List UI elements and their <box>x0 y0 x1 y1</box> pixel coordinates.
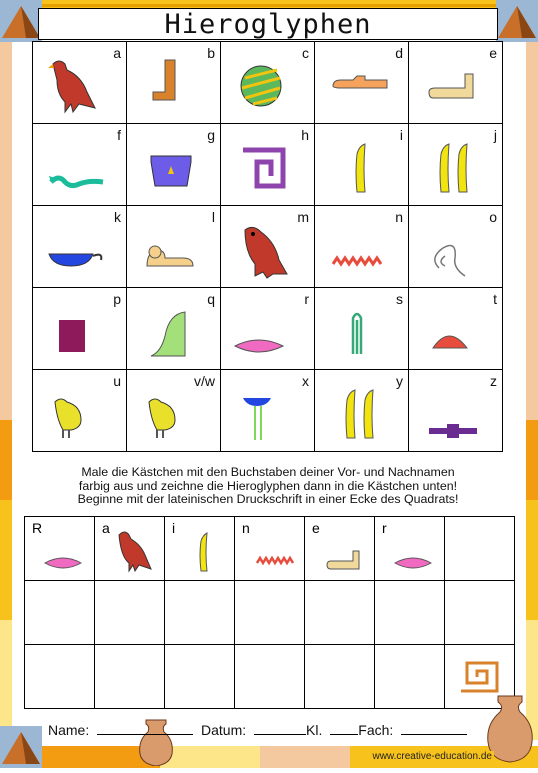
name-cell-letter: i <box>172 520 176 536</box>
name-cell[interactable] <box>305 517 375 581</box>
mouth-icon <box>393 527 441 577</box>
name-cell-letter: R <box>32 520 43 536</box>
name-cell-letter: n <box>242 520 250 536</box>
name-cell[interactable] <box>235 517 305 581</box>
bread-icon <box>421 302 485 362</box>
mouth-icon <box>43 527 91 577</box>
pyramid-icon <box>0 0 42 42</box>
glyph-letter: u <box>113 373 121 389</box>
name-cell[interactable] <box>95 517 165 581</box>
hand-icon <box>421 56 485 116</box>
glyph-letter: k <box>114 209 121 225</box>
frame-left-stripe <box>0 40 12 740</box>
glyph-cell <box>409 124 503 206</box>
glyph-letter: h <box>301 127 309 143</box>
glyph-letter: m <box>297 209 309 225</box>
glyph-letter: q <box>207 291 215 307</box>
glyph-cell <box>315 42 409 124</box>
glyph-cell <box>127 124 221 206</box>
glyph-letter: z <box>490 373 497 389</box>
basket-icon <box>139 138 203 198</box>
glyph-letter: b <box>207 45 215 61</box>
glyph-cell <box>127 370 221 452</box>
pyramid-icon <box>0 726 42 768</box>
reed-icon <box>327 138 391 198</box>
glyph-letter: y <box>396 373 403 389</box>
name-cell[interactable] <box>25 645 95 709</box>
glyph-letter: n <box>395 209 403 225</box>
glyph-cell <box>127 42 221 124</box>
glyph-cell <box>221 124 315 206</box>
glyph-cell <box>221 288 315 370</box>
glyph-cell <box>315 124 409 206</box>
name-practice-grid <box>24 516 515 709</box>
double-reed-icon <box>327 384 391 444</box>
leg-icon <box>139 56 203 116</box>
arm-icon <box>327 56 391 116</box>
name-cell[interactable] <box>375 581 445 645</box>
name-cell[interactable] <box>375 517 445 581</box>
name-cell[interactable] <box>165 517 235 581</box>
vulture-icon <box>113 527 161 577</box>
rope-icon <box>421 220 485 280</box>
name-cell[interactable] <box>445 517 515 581</box>
glyph-cell <box>409 288 503 370</box>
name-cell[interactable] <box>305 645 375 709</box>
page-title: Hieroglyphen <box>164 8 372 40</box>
glyph-letter: d <box>395 45 403 61</box>
frame-right-stripe <box>526 40 538 740</box>
placenta-icon <box>233 56 297 116</box>
glyph-letter: f <box>117 127 121 143</box>
name-cell[interactable] <box>235 581 305 645</box>
hieroglyph-alphabet-grid <box>32 41 503 452</box>
name-cell-letter: a <box>102 520 110 536</box>
glyph-cell <box>33 288 127 370</box>
glyph-letter: i <box>399 127 403 143</box>
name-field[interactable] <box>97 722 193 735</box>
glyph-cell <box>315 288 409 370</box>
quail-chick-icon <box>139 384 203 444</box>
glyph-letter: l <box>211 209 215 225</box>
name-cell[interactable] <box>25 517 95 581</box>
frame-top-stripe <box>12 4 526 7</box>
glyph-cell <box>315 206 409 288</box>
glyph-letter: o <box>489 209 497 225</box>
glyph-letter: s <box>396 291 403 307</box>
glyph-cell <box>33 206 127 288</box>
name-cell[interactable] <box>165 645 235 709</box>
instruction-line: farbig aus und zeichne die Hieroglyphen dann in die Kästchen unten! <box>78 478 458 493</box>
name-cell[interactable] <box>25 581 95 645</box>
lion-icon <box>139 220 203 280</box>
class-field[interactable] <box>330 722 358 735</box>
glyph-letter: r <box>304 291 309 307</box>
glyph-cell <box>409 42 503 124</box>
class-label: Kl. <box>306 722 323 738</box>
glyph-cell <box>315 370 409 452</box>
glyph-cell <box>221 206 315 288</box>
viper-icon <box>45 138 109 198</box>
stool-icon <box>45 302 109 362</box>
mouth-icon <box>233 302 297 362</box>
name-cell[interactable] <box>305 581 375 645</box>
glyph-cell <box>409 370 503 452</box>
vulture-icon <box>45 56 109 116</box>
glyph-cell <box>33 124 127 206</box>
glyph-cell <box>221 370 315 452</box>
bolt-icon <box>421 384 485 444</box>
glyph-cell <box>127 206 221 288</box>
glyph-letter: x <box>302 373 309 389</box>
water-icon <box>253 527 301 577</box>
name-cell[interactable] <box>95 645 165 709</box>
plant-icon <box>233 384 297 444</box>
name-cell[interactable] <box>375 645 445 709</box>
double-reed-icon <box>421 138 485 198</box>
name-cell-letter: e <box>312 520 320 536</box>
website-url[interactable]: www.creative-education.de <box>372 751 492 762</box>
meander-icon <box>457 659 501 695</box>
glyph-cell <box>409 206 503 288</box>
glyph-letter: v/w <box>194 373 215 389</box>
quail-chick-icon <box>45 384 109 444</box>
glyph-letter: p <box>113 291 121 307</box>
glyph-cell <box>33 370 127 452</box>
name-cell[interactable] <box>165 581 235 645</box>
footer-fields <box>48 722 467 738</box>
glyph-letter: t <box>493 291 497 307</box>
reed-icon <box>183 527 231 577</box>
glyph-letter: j <box>493 127 497 143</box>
glyph-cell <box>221 42 315 124</box>
glyph-letter: c <box>302 45 309 61</box>
date-label: Datum: <box>201 722 247 738</box>
hill-icon <box>139 302 203 362</box>
title-box <box>38 8 498 40</box>
basket-handle-icon <box>45 220 109 280</box>
water-icon <box>327 220 391 280</box>
instructions <box>30 466 506 507</box>
glyph-cell <box>127 288 221 370</box>
name-cell[interactable] <box>445 581 515 645</box>
name-cell-letter: r <box>382 520 387 536</box>
owl-icon <box>233 220 297 280</box>
glyph-cell <box>33 42 127 124</box>
subject-field[interactable] <box>401 722 467 735</box>
name-cell[interactable] <box>235 645 305 709</box>
subject-label: Fach: <box>358 722 394 738</box>
date-field[interactable] <box>254 722 306 735</box>
glyph-letter: g <box>207 127 215 143</box>
glyph-letter: a <box>113 45 121 61</box>
name-label: Name: <box>48 722 90 738</box>
name-cell[interactable] <box>95 581 165 645</box>
instruction-line: Male die Kästchen mit den Buchstaben deiner Vor- und Nachnamen <box>81 465 455 479</box>
pyramid-icon <box>496 0 538 42</box>
cloth-icon <box>327 302 391 362</box>
glyph-letter: e <box>489 45 497 61</box>
instruction-line: Beginne mit der lateinischen Druckschrift in einer Ecke des Quadrats! <box>77 492 459 506</box>
hand-icon <box>323 527 371 577</box>
courtyard-icon <box>233 138 297 198</box>
